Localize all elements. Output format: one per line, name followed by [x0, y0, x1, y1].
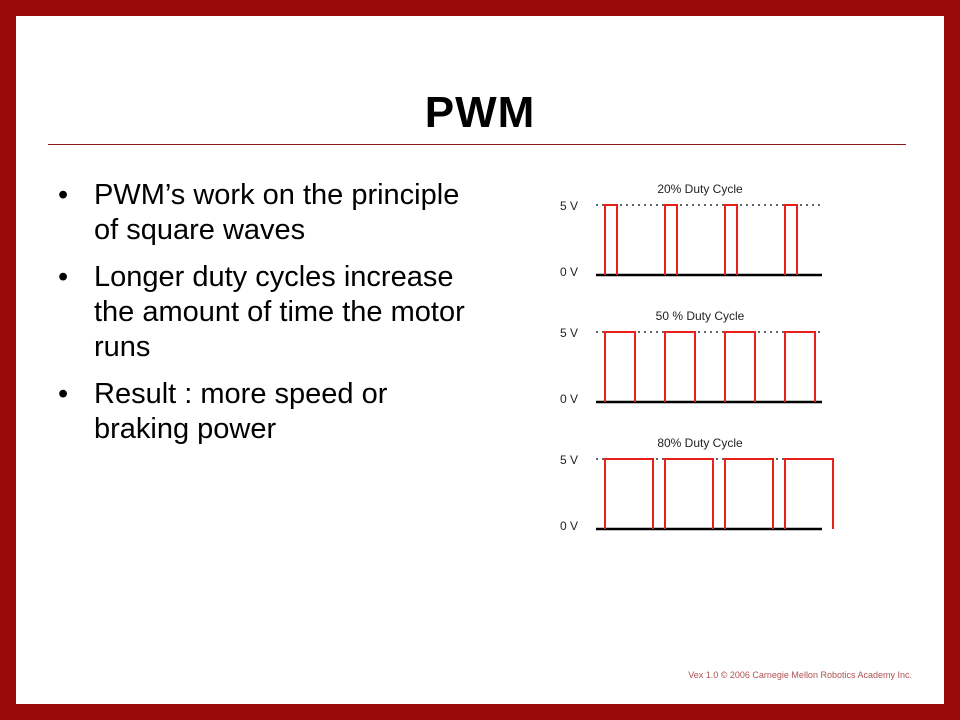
- bullet-text: Longer duty cycles increase the amount of time the motor runs: [94, 261, 465, 363]
- low-voltage-label: 0 V: [560, 392, 579, 406]
- bullet-dot: •: [58, 378, 69, 410]
- pulse: [605, 205, 617, 275]
- high-voltage-label: 5 V: [560, 199, 579, 213]
- pulse: [725, 332, 755, 402]
- bullet-item: [58, 260, 478, 365]
- panel-title: 20% Duty Cycle: [657, 182, 743, 196]
- bullet-dot: •: [58, 261, 69, 293]
- pulse: [725, 459, 773, 529]
- low-voltage-label: 0 V: [560, 519, 579, 533]
- bullet-list: [58, 178, 478, 459]
- pulse: [785, 459, 833, 529]
- bullet-item: [58, 377, 478, 447]
- pulse: [605, 332, 635, 402]
- copyright-footer: Vex 1.0 © 2006 Carnegie Mellon Robotics Academy Inc.: [688, 670, 912, 680]
- pwm-duty-cycle-diagram: [550, 175, 840, 535]
- bullet-text: PWM’s work on the principle of square waves: [94, 179, 460, 246]
- pulse: [785, 205, 797, 275]
- high-voltage-label: 5 V: [560, 453, 579, 467]
- pulse: [665, 205, 677, 275]
- slide-title: PWM: [424, 88, 536, 137]
- pulse: [785, 332, 815, 402]
- low-voltage-label: 0 V: [560, 265, 579, 279]
- bullet-text: Result : more speed or braking power: [94, 378, 388, 445]
- pulse: [665, 459, 713, 529]
- panel-title: 50 % Duty Cycle: [655, 309, 745, 323]
- pulse: [725, 205, 737, 275]
- high-voltage-label: 5 V: [560, 326, 579, 340]
- bullet-item: [58, 178, 478, 248]
- pulse: [605, 459, 653, 529]
- pulse: [665, 332, 695, 402]
- panel-title: 80% Duty Cycle: [657, 436, 743, 450]
- bullet-dot: •: [58, 179, 69, 211]
- title-divider: [48, 144, 906, 145]
